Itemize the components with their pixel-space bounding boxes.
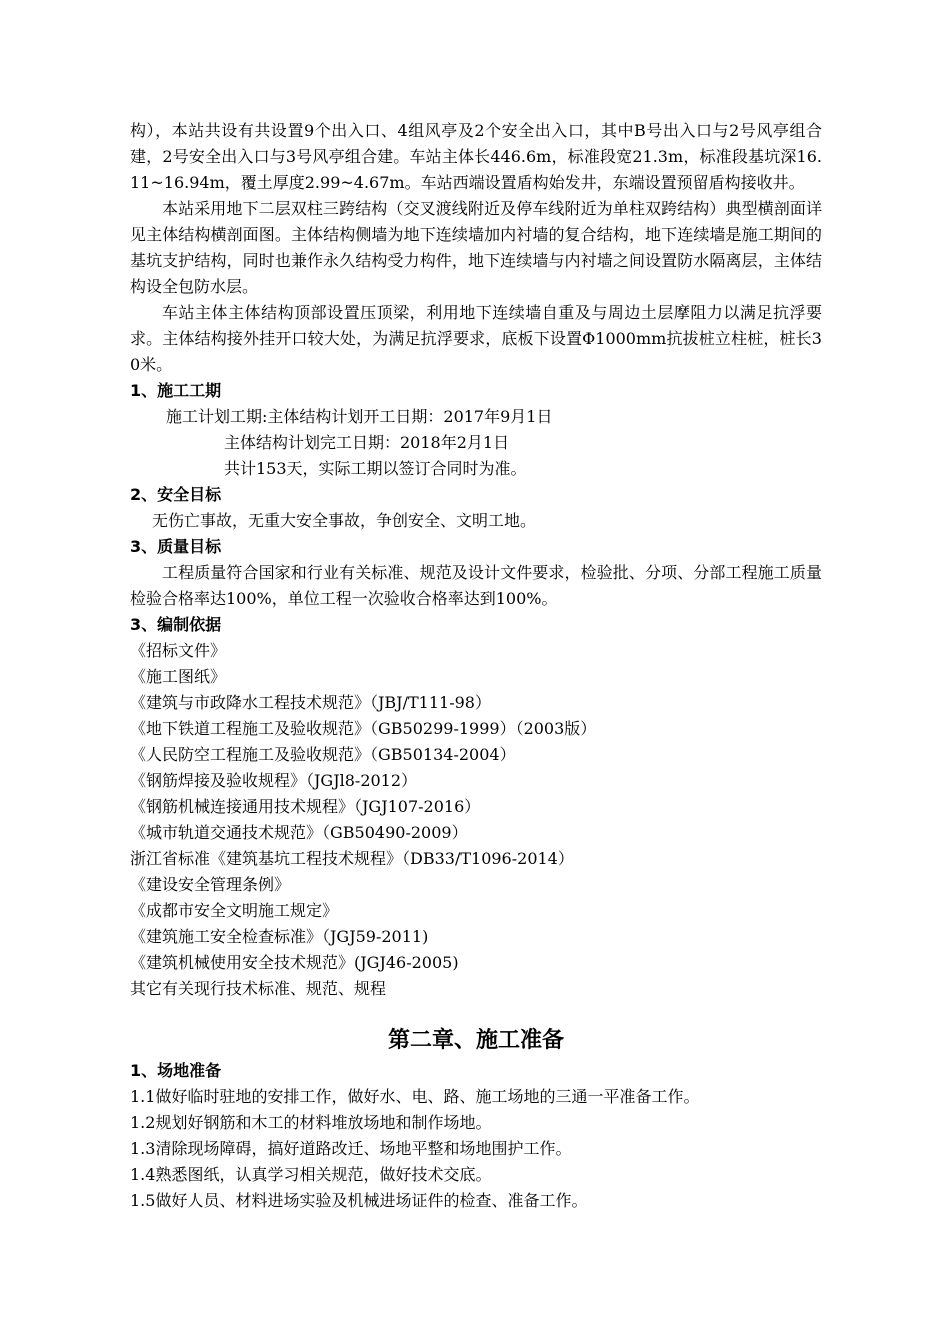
basis-item: 《招标文件》	[130, 641, 227, 660]
schedule-line-2: 主体结构计划完工日期：2018年2月1日	[224, 433, 510, 452]
safety-heading: 2、安全目标	[130, 485, 222, 504]
chapter-title: 第二章、施工准备	[387, 1028, 564, 1053]
basis-item: 《建筑机械使用安全技术规范》(JGJ46-2005)	[130, 953, 459, 972]
basis-item: 浙江省标准《建筑基坑工程技术规程》（DB33/T1096-2014）	[130, 849, 574, 868]
intro-paragraph-1: 构），本站共设有共设置9个出入口、4组风亭及2个安全出入口，其中B号出入口与2号风亭组合建，2号安全出入口与3号风亭组合建。车站主体长446.6m，标准段宽21.3m，标准段基坑深16.11~16.94m，覆土厚度2.99~4.67m。车站西端设置盾构始发井，东端设置预留盾构接收井。	[130, 121, 822, 192]
document-page	[130, 118, 822, 1214]
basis-list	[130, 638, 822, 1002]
basis-item: 《建筑与市政降水工程技术规范》（JBJ/T111-98）	[130, 693, 491, 712]
site-prep-item: 1.1做好临时驻地的安排工作，做好水、电、路、施工场地的三通一平准备工作。	[130, 1087, 700, 1106]
site-prep-list	[130, 1084, 822, 1214]
schedule-line-1: 施工计划工期:主体结构计划开工日期：2017年9月1日	[166, 407, 553, 426]
basis-item: 《钢筋机械连接通用技术规程》（JGJ107-2016）	[130, 797, 481, 816]
basis-heading: 3、编制依据	[130, 615, 222, 634]
basis-item: 《成都市安全文明施工规定》	[130, 901, 339, 920]
intro-paragraph-3: 车站主体主体结构顶部设置压顶梁，利用地下连续墙自重及与周边土层摩阻力以满足抗浮要求。主体结构接外挂开口较大处，为满足抗浮要求，底板下设置Φ1000mm抗拔桩立柱桩，桩长30米。	[130, 303, 822, 374]
site-prep-item: 1.2规划好钢筋和木工的材料堆放场地和制作场地。	[130, 1113, 492, 1132]
site-prep-item: 1.3清除现场障碍，搞好道路改迁、场地平整和场地围护工作。	[130, 1139, 572, 1158]
basis-item: 《施工图纸》	[130, 667, 227, 686]
basis-item: 其它有关现行技术标准、规范、规程	[130, 979, 387, 998]
safety-text: 无伤亡事故，无重大安全事故，争创安全、文明工地。	[152, 511, 537, 530]
basis-item: 《人民防空工程施工及验收规范》（GB50134-2004）	[130, 745, 516, 764]
basis-item: 《建设安全管理条例》	[130, 875, 291, 894]
schedule-line-3: 共计153天，实际工期以签订合同时为准。	[224, 459, 527, 478]
basis-item: 《城市轨道交通技术规范》（GB50490-2009）	[130, 823, 468, 842]
intro-paragraph-2: 本站采用地下二层双柱三跨结构（交叉渡线附近及停车线附近为单柱双跨结构）典型横剖面详见主体结构横剖面图。主体结构侧墙为地下连续墙加内衬墙的复合结构，地下连续墙是施工期间的基坑支护结构，同时也兼作永久结构受力构件，地下连续墙与内衬墙之间设置防水隔离层，主体结构设全包防水层。	[130, 199, 822, 296]
site-prep-item: 1.4熟悉图纸，认真学习相关规范，做好技术交底。	[130, 1165, 492, 1184]
basis-item: 《建筑施工安全检查标准》（JGJ59-2011)	[130, 927, 429, 946]
quality-text: 工程质量符合国家和行业有关标准、规范及设计文件要求，检验批、分项、分部工程施工质量检验合格率达100%，单位工程一次验收合格率达到100%。	[130, 563, 822, 608]
site-prep-item: 1.5做好人员、材料进场实验及机械进场证件的检查、准备工作。	[130, 1191, 588, 1210]
site-prep-heading: 1、场地准备	[130, 1061, 222, 1080]
quality-heading: 3、质量目标	[130, 537, 222, 556]
basis-item: 《钢筋焊接及验收规程》（JGJl8-2012）	[130, 771, 418, 790]
schedule-heading: 1、施工工期	[130, 381, 222, 400]
basis-item: 《地下铁道工程施工及验收规范》（GB50299-1999）（2003版）	[130, 719, 597, 738]
